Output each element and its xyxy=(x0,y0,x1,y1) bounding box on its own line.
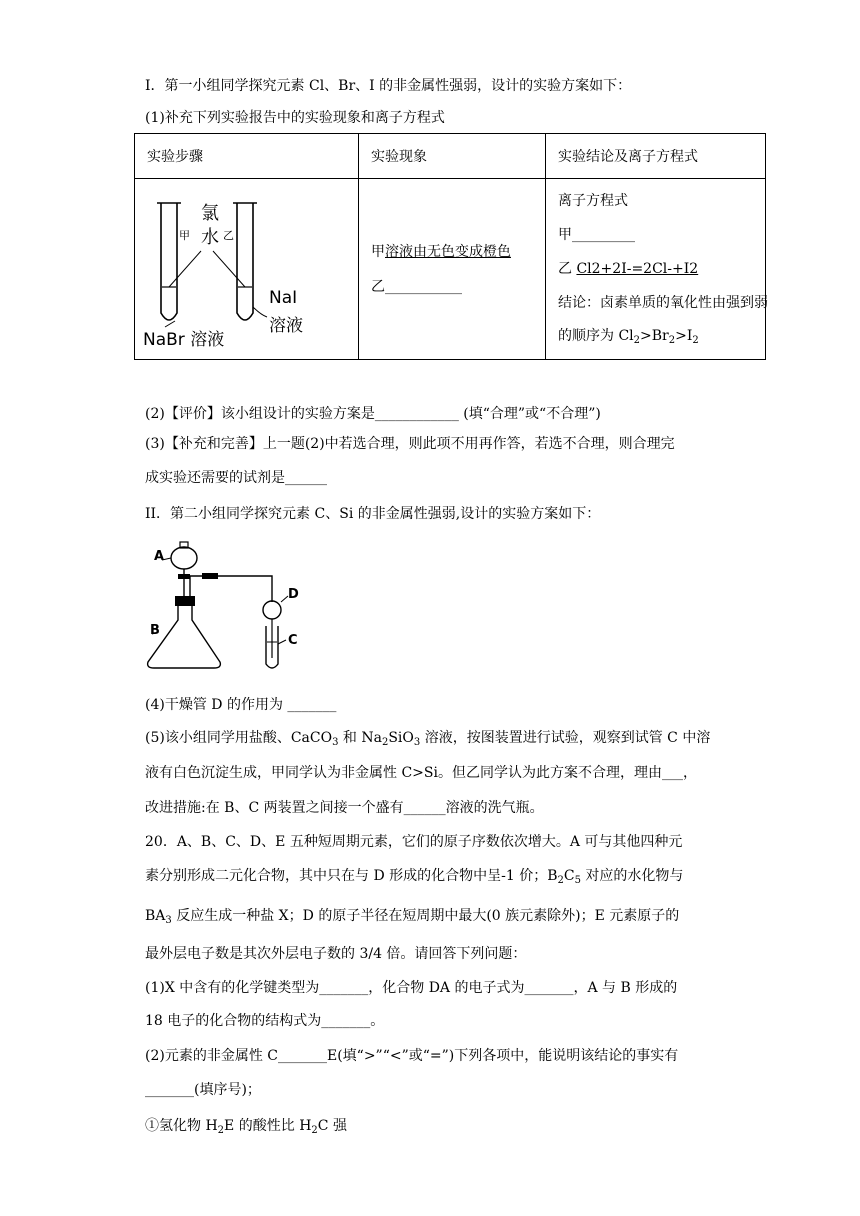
nai-label: NaI xyxy=(269,288,298,308)
chlorine-label-1: 氯 xyxy=(201,203,219,224)
question-4: (4)干燥管 D 的作用为 _______ xyxy=(145,697,337,713)
question-5-line-3: 改进措施:在 B、C 两装置之间接一个盛有______溶液的洗气瓶。 xyxy=(145,800,544,816)
tube-yi-label: 乙 xyxy=(223,229,234,242)
q20-line-2: 素分别形成二元化合物，其中只在与 D 形成的化合物中呈-1 价；$B_2C_5$ 对应的水化物与 xyxy=(145,868,684,886)
q20-part2-line-2: _______(填序号)； xyxy=(145,1082,261,1098)
q20-part1-line-2: 18 电子的化合物的结构式为_______。 xyxy=(145,1013,385,1029)
cell-step-figure xyxy=(135,179,359,360)
right-test-tube xyxy=(237,203,253,320)
conclusion-summary-1: 结论：卤素单质的氧化性由强到弱 xyxy=(558,295,768,311)
funnel-a xyxy=(171,547,197,569)
question-5-line-1: (5)该小组同学用盐酸、CaCO$_3$ 和 $Na_2SiO_3$ 溶液，按图装置进行试验，观察到试管 C 中溶 xyxy=(145,730,711,748)
left-test-tube xyxy=(161,203,177,320)
q20-part2-line-1: (2)元素的非金属性 C_______E(填“>”“<”或“=”)下列各项中，能说明该结论的事实有 xyxy=(145,1048,679,1064)
q20-line-4: 最外层电子数是其次外层电子数的 3/4 倍。请回答下列问题： xyxy=(145,946,527,962)
label-a: A xyxy=(154,549,165,564)
question-3-line-2: 成实验还需要的试剂是______ xyxy=(145,470,327,486)
cell-conclusion xyxy=(546,179,766,360)
conclusion-summary-2: 的顺序为 $Cl_2>Br_2>I_2$ xyxy=(558,328,699,346)
question-3-line-1: (3)【补充和完善】上一题(2)中若选合理，则此项不用再作答，若选不合理，则合理完 xyxy=(145,436,675,452)
phenomenon-jia: 甲溶液由无色变成橙色 xyxy=(371,244,511,260)
tube-jia-label: 甲 xyxy=(179,229,190,242)
stopper xyxy=(175,596,195,606)
part2-title: II．第二小组同学探究元素 C、Si 的非金属性强弱,设计的实验方案如下： xyxy=(145,506,601,522)
test-tubes-figure xyxy=(135,179,346,359)
apparatus-figure xyxy=(140,538,310,678)
label-b: B xyxy=(150,623,160,638)
label-d: D xyxy=(288,587,299,602)
equation-yi: 乙 Cl2+2I-=2Cl-+I2 xyxy=(558,261,699,277)
part1-title: I．第一小组同学探究元素 Cl、Br、I 的非金属性强弱，设计的实验方案如下： xyxy=(145,78,632,94)
q20-part1-line-1: (1)X 中含有的化学键类型为_______，化合物 DA 的电子式为_______，A 与 B 形成的 xyxy=(145,980,678,996)
experiment-table xyxy=(134,133,766,360)
chlorine-label-2: 水 xyxy=(201,227,219,248)
drying-tube-d xyxy=(263,601,281,619)
label-c: C xyxy=(288,633,298,648)
q20-option-1: ①氢化物 $H_2E$ 的酸性比 $H_2C$ 强 xyxy=(145,1118,347,1136)
question-5-line-2: 液有白色沉淀生成，甲同学认为非金属性 C>Si。但乙同学认为此方案不合理，理由___， xyxy=(145,765,697,781)
header-step: 实验步骤 xyxy=(135,134,359,179)
q20-line-1: 20．A、B、C、D、E 五种短周期元素，它们的原子序数依次增大。A 可与其他四种元 xyxy=(145,834,683,850)
nai-solution-label: 溶液 xyxy=(269,316,303,336)
header-conclusion: 实验结论及离子方程式 xyxy=(546,134,766,179)
header-phenomenon: 实验现象 xyxy=(359,134,546,179)
q20-line-3: $BA_3$ 反应生成一种盐 X；D 的原子半径在短周期中最大(0 族元素除外)；E 元素原子的 xyxy=(145,908,680,926)
cell-phenomenon xyxy=(359,179,546,360)
question-1: (1)补充下列实验报告中的实验现象和离子方程式 xyxy=(145,110,445,126)
conclusion-label: 离子方程式 xyxy=(558,193,628,209)
question-2: (2)【评价】该小组设计的实验方案是____________ (填“合理”或“不合理”) xyxy=(145,406,601,422)
equation-jia: 甲_________ xyxy=(558,227,635,243)
nabr-label: NaBr 溶液 xyxy=(143,330,225,350)
delivery-tube xyxy=(190,576,272,602)
phenomenon-yi: 乙___________ xyxy=(371,279,462,295)
